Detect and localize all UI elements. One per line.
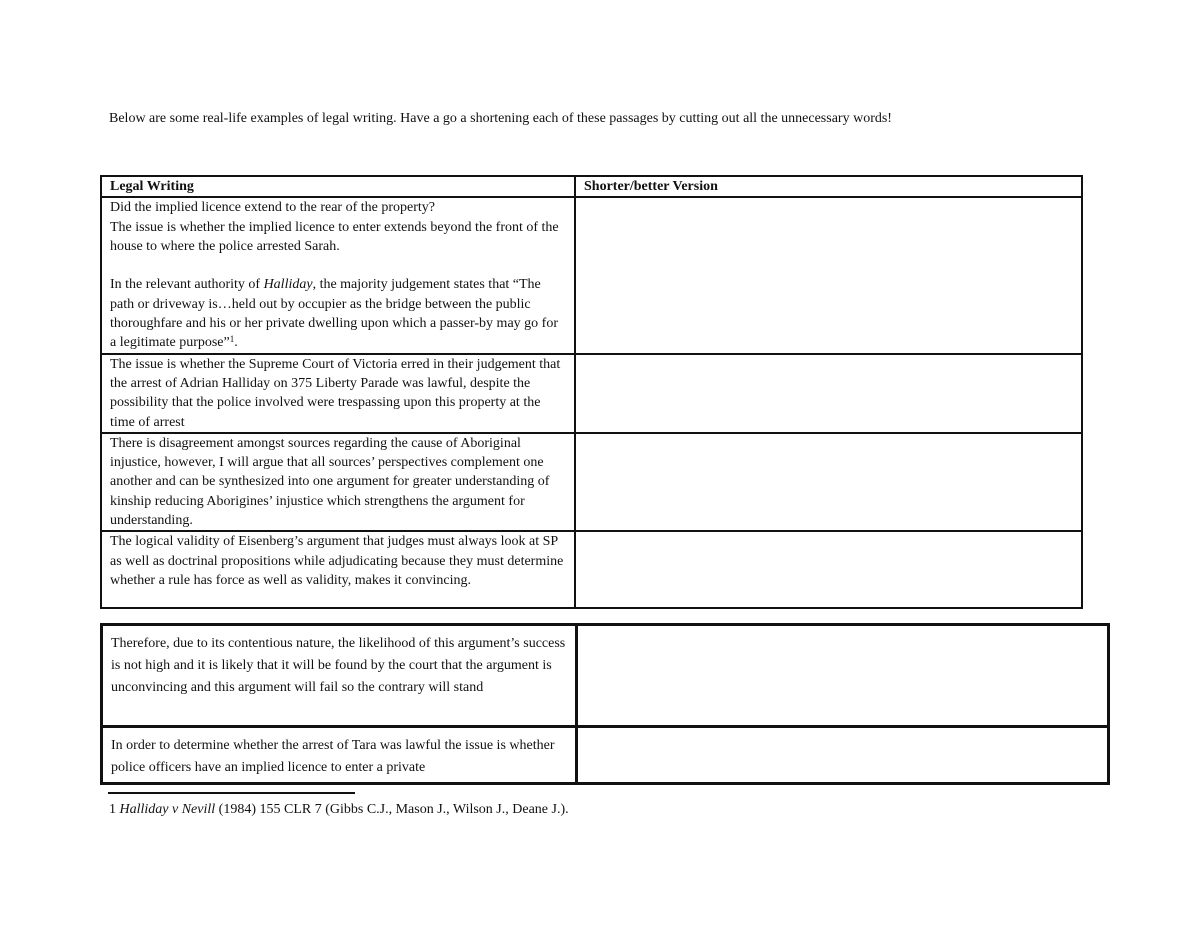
table-row (101, 354, 1082, 433)
footnote-number: 1 (109, 802, 116, 817)
shorter-version-cell[interactable] (575, 197, 1082, 353)
case-name: Halliday (263, 277, 313, 293)
table-header-row (101, 176, 1082, 197)
footnote-reference: 1 (229, 334, 235, 345)
passage-question: Did the implied licence extend to the rear of the property? (110, 200, 435, 216)
shorter-version-cell[interactable] (575, 354, 1082, 433)
table-row (101, 531, 1082, 608)
footnote-case-name: Halliday v Nevill (119, 802, 216, 817)
passage-issue: The issue is whether the implied licence to enter extends beyond the front of the house to where the police arrested Sarah. (110, 219, 559, 254)
passage-authority (110, 275, 566, 352)
legal-writing-table (100, 175, 1083, 609)
table-row (102, 625, 1109, 727)
legal-writing-cell: There is disagreement amongst sources regarding the cause of Aboriginal injustice, however, I will argue that all sources’ perspectives complement one another and can be synthesized into one argument for greater understanding of kinship reducing Aborigines’ injustice which strengthens the argument for understanding. (101, 433, 575, 531)
footnote (109, 801, 569, 819)
table-row (101, 433, 1082, 531)
authority-quote: , the majority judgement states that “The path or driveway is…held out by occupier as the bridge between the public thoroughfare and his or her private dwelling upon which a passer-by may go for a legitimate purpose” (110, 277, 558, 351)
legal-writing-cell: The logical validity of Eisenberg’s argument that judges must always look at SP as well as doctrinal propositions while adjudicating because they must determine whether a rule has force as well as validity, makes it convincing. (101, 531, 575, 608)
shorter-version-cell[interactable] (575, 433, 1082, 531)
footnote-separator (108, 792, 355, 794)
footnote-citation: (1984) 155 CLR 7 (Gibbs C.J., Mason J., Wilson J., Deane J.). (218, 802, 569, 817)
legal-writing-cell: The issue is whether the Supreme Court of Victoria erred in their judgement that the arrest of Adrian Halliday on 375 Liberty Parade was lawful, despite the possibility that the police involved were trespassing upon this property at the time of arrest (101, 354, 575, 433)
legal-writing-cell: Therefore, due to its contentious nature, the likelihood of this argument’s success is not high and it is likely that it will be found by the court that the argument is unconvincing and this argument will fail so the contrary will stand (102, 625, 577, 727)
legal-writing-cell: In order to determine whether the arrest of Tara was lawful the issue is whether police officers have an implied licence to enter a private (102, 727, 577, 784)
header-shorter-version: Shorter/better Version (575, 176, 1082, 197)
authority-end: . (234, 335, 238, 351)
shorter-version-cell[interactable] (577, 625, 1109, 727)
authority-intro: In the relevant authority of (110, 277, 264, 293)
table-row (102, 727, 1109, 784)
shorter-version-cell[interactable] (575, 531, 1082, 608)
table-row (101, 197, 1082, 353)
instructions-text: Below are some real-life examples of legal writing. Have a go a shortening each of these passages by cutting out all the unnecessary words! (109, 111, 892, 126)
legal-writing-table-continued (100, 623, 1110, 785)
header-legal-writing: Legal Writing (101, 176, 575, 197)
legal-writing-cell (101, 197, 575, 353)
shorter-version-cell[interactable] (577, 727, 1109, 784)
